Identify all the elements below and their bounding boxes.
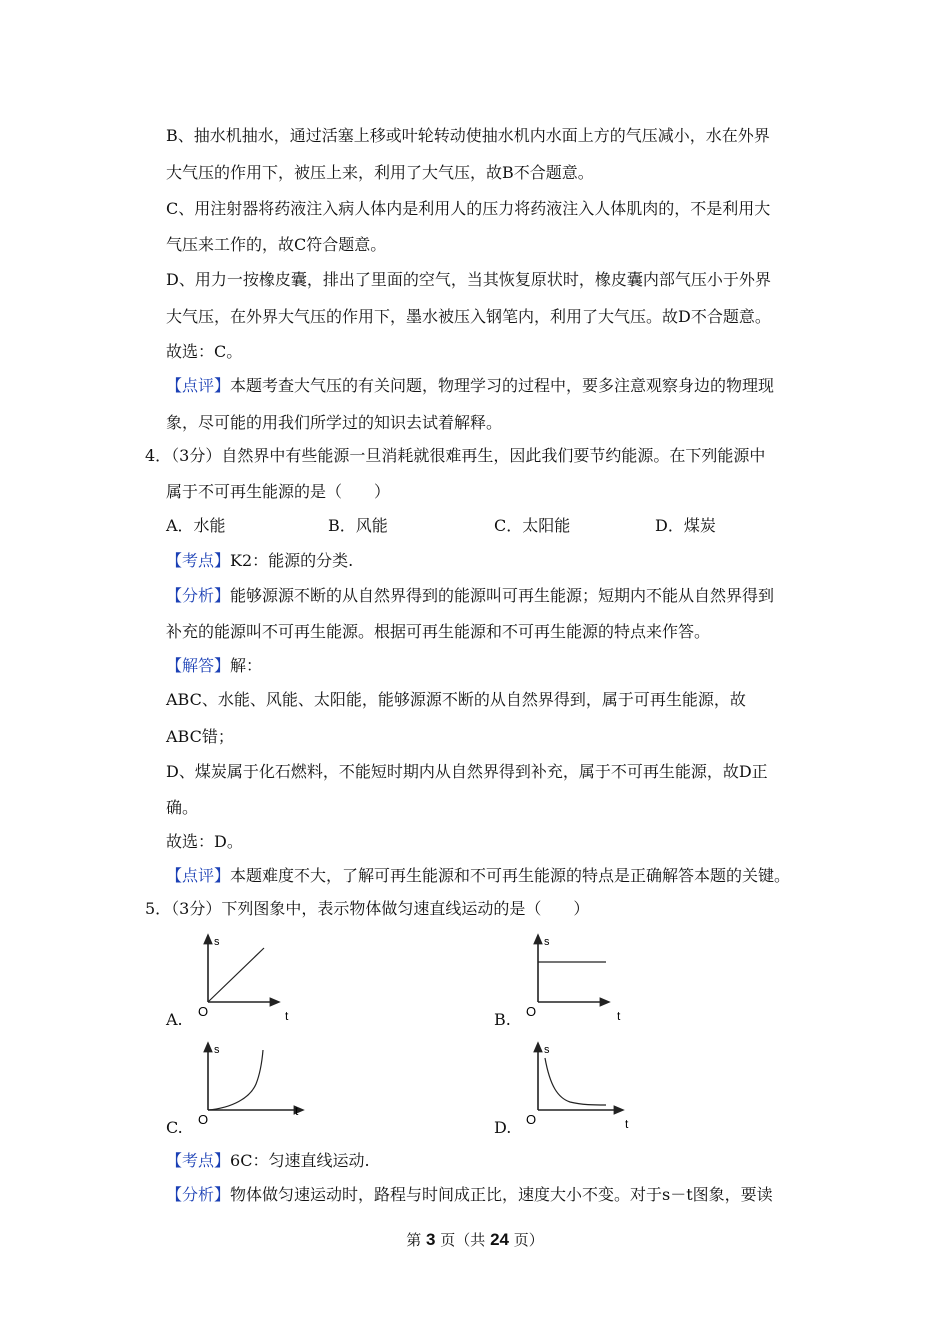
question-4-stem: 4．（3分）自然界中有些能源一旦消耗就很难再生，因此我们要节约能源。在下列能源中: [145, 446, 766, 465]
axis-label-t: t: [625, 1117, 629, 1131]
origin-label: O: [198, 1004, 209, 1019]
answer-line: 确。: [166, 798, 199, 817]
review-line: [166, 866, 790, 886]
kaodian-text: 6C：匀速直线运动.: [230, 1151, 370, 1170]
text-line: D、用力一按橡皮囊，排出了里面的空气，当其恢复原状时，橡皮囊内部气压小于外界: [166, 270, 771, 289]
graph-c: [192, 1038, 312, 1133]
footer-mid: 页（共: [440, 1231, 486, 1249]
axis-label-t: t: [617, 1009, 621, 1023]
page-footer: [0, 1229, 950, 1250]
option-a: A．水能: [166, 516, 226, 535]
kaodian-line: [166, 1151, 370, 1171]
page-number: 3: [426, 1230, 436, 1249]
graph-line: [208, 948, 264, 1002]
text-line: B、抽水机抽水，通过活塞上移或叶轮转动使抽水机内水面上方的气压减小，水在外界: [166, 126, 770, 145]
text-line: C、用注射器将药液注入病人体内是利用人的压力将药液注入人体肌肉的，不是利用大: [166, 199, 771, 218]
option-c: C．太阳能: [494, 516, 571, 535]
axis-label-s: s: [214, 936, 220, 948]
option-b: B．风能: [328, 516, 388, 535]
review-tag: 【点评】: [166, 376, 231, 395]
fenxi-tag: 【分析】: [166, 586, 231, 605]
question-4-stem-2: 属于不可再生能源的是（ ）: [166, 482, 391, 501]
graph-option-label-c: C.: [166, 1118, 183, 1137]
text-line: 故选：C。: [166, 342, 243, 361]
review-tag: 【点评】: [166, 866, 231, 885]
option-d: D．煤炭: [655, 516, 716, 535]
fenxi-tag: 【分析】: [166, 1185, 231, 1204]
kaodian-text: K2：能源的分类.: [230, 551, 354, 570]
fenxi-line: [166, 1185, 773, 1205]
question-5-stem: 5．（3分）下列图象中，表示物体做匀速直线运动的是（ ）: [145, 899, 590, 918]
axis-label-t: t: [295, 1104, 299, 1118]
kaodian-line: [166, 551, 353, 571]
origin-label: O: [198, 1112, 209, 1127]
answer-line: ABC、水能、风能、太阳能，能够源源不断的从自然界得到，属于可再生能源，故: [166, 690, 746, 709]
axis-label-s: s: [544, 1044, 550, 1056]
graph-b: [522, 930, 634, 1025]
origin-label: O: [526, 1004, 537, 1019]
footer-pre: 第: [406, 1231, 422, 1249]
jieda-tag: 【解答】: [166, 656, 231, 675]
text-line: 大气压的作用下，被压上来，利用了大气压，故B不合题意。: [166, 163, 594, 182]
fenxi-line: [166, 586, 774, 606]
answer-line: D、煤炭属于化石燃料，不能短时期内从自然界得到补充，属于不可再生能源，故D正: [166, 762, 768, 781]
kaodian-tag: 【考点】: [166, 551, 231, 570]
axis-label-s: s: [544, 936, 550, 948]
fenxi-line-2: 补充的能源叫不可再生能源。根据可再生能源和不可再生能源的特点来作答。: [166, 622, 711, 641]
fenxi-text: 物体做匀速运动时，路程与时间成正比，速度大小不变。对于s－t图象，要读: [230, 1185, 773, 1204]
graph-curve: [208, 1050, 263, 1110]
origin-label: O: [526, 1112, 537, 1127]
text-line: 大气压，在外界大气压的作用下，墨水被压入钢笔内，利用了大气压。故D不合题意。: [166, 307, 771, 326]
review-line-2: 象，尽可能的用我们所学过的知识去试着解释。: [166, 413, 503, 432]
answer-line: ABC错；: [166, 727, 234, 746]
graph-option-label-a: A.: [166, 1010, 183, 1029]
fenxi-text: 能够源源不断的从自然界得到的能源叫可再生能源；短期内不能从自然界得到: [230, 586, 775, 605]
axis-label-t: t: [285, 1009, 289, 1023]
kaodian-tag: 【考点】: [166, 1151, 231, 1170]
text-line: 气压来工作的，故C符合题意。: [166, 235, 387, 254]
page-total: 24: [490, 1230, 509, 1249]
jieda-text: 解：: [230, 656, 263, 675]
graph-curve: [545, 1058, 606, 1105]
axis-label-s: s: [214, 1044, 220, 1056]
graph-option-label-d: D.: [494, 1118, 512, 1137]
jieda-line: [166, 656, 262, 676]
answer-line: 故选：D。: [166, 832, 243, 851]
footer-post: 页）: [513, 1231, 544, 1249]
graph-d: [522, 1038, 640, 1133]
review-text: 本题考查大气压的有关问题，物理学习的过程中，要多注意观察身边的物理现: [230, 376, 775, 395]
graph-a: [192, 930, 304, 1025]
review-line: [166, 376, 774, 396]
review-text: 本题难度不大，了解可再生能源和不可再生能源的特点是正确解答本题的关键。: [230, 866, 791, 885]
graph-option-label-b: B.: [494, 1010, 511, 1029]
